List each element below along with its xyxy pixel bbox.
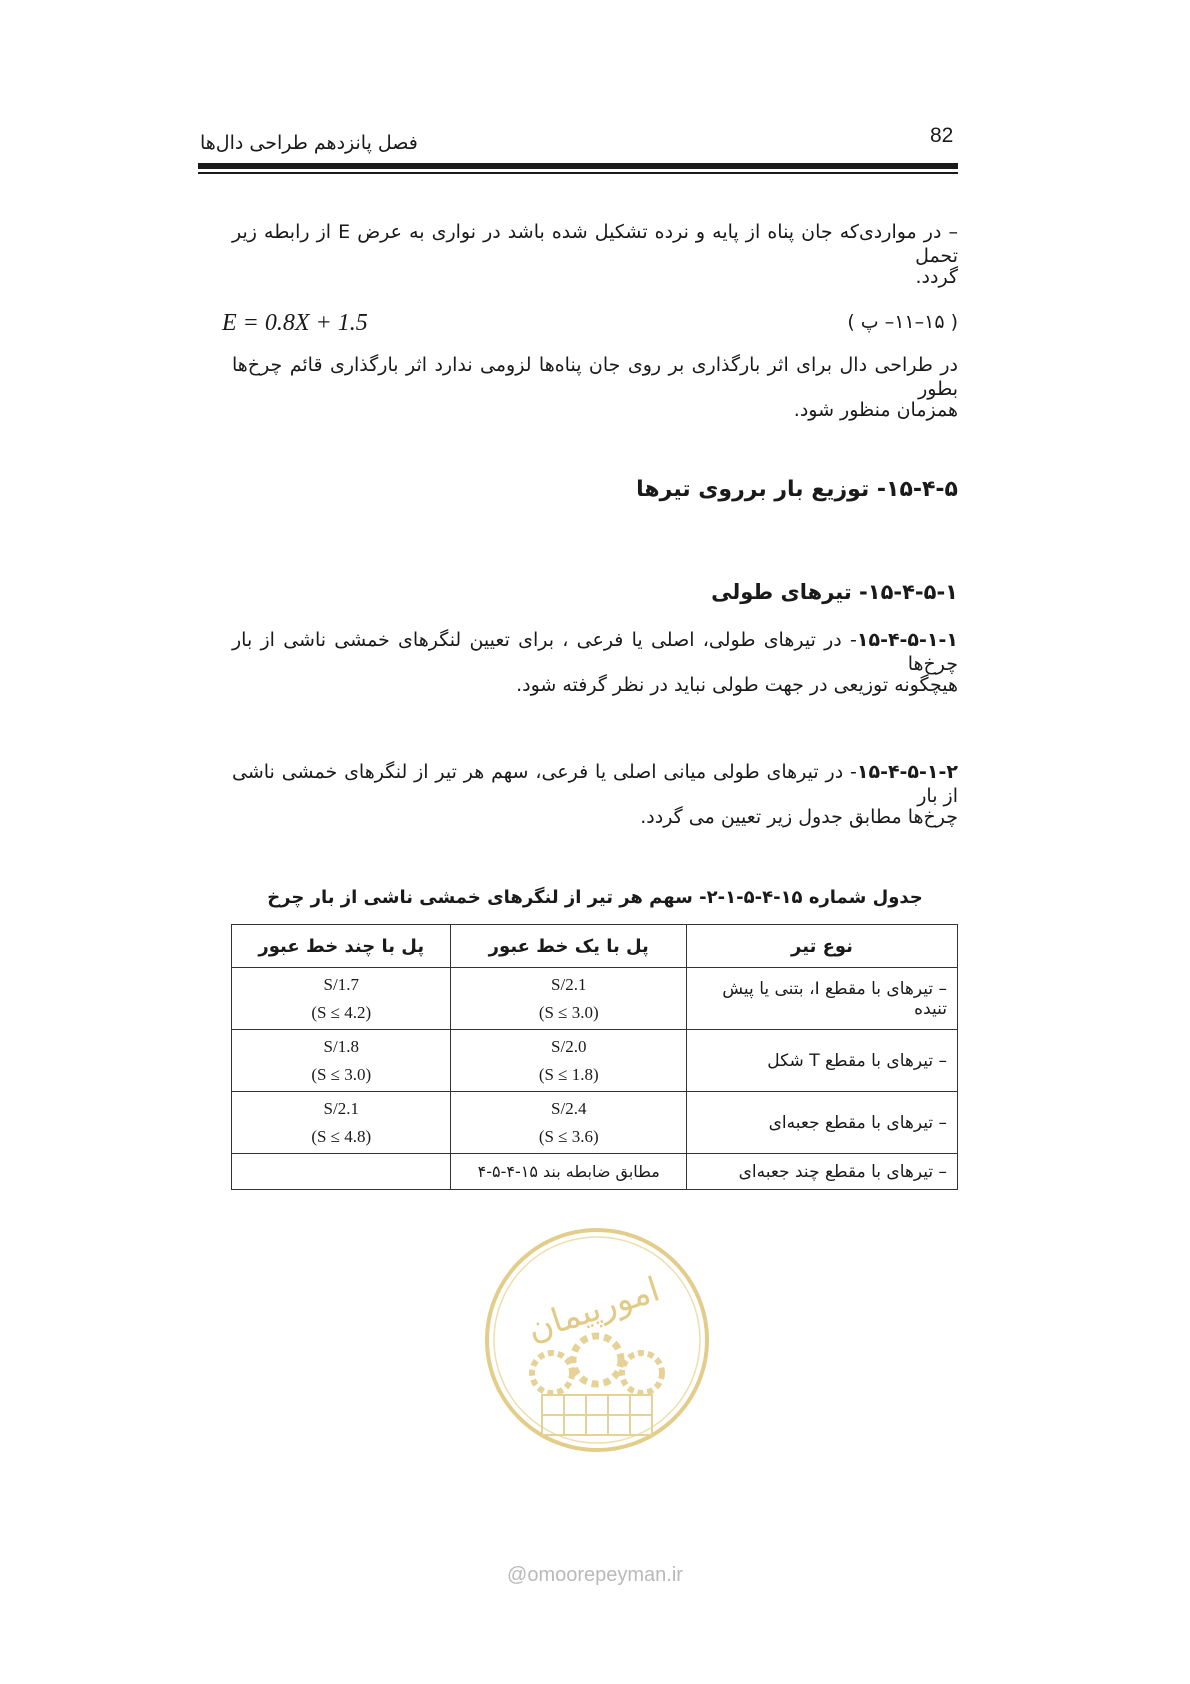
- intro-line-1: – در مواردی‌که جان پناه از پایه و نرده تشکیل شده باشد در نواری به عرض E از رابطه زیر تحمل: [232, 221, 958, 267]
- multi-lane-cell: [232, 1030, 451, 1092]
- multi-lane-cell: [232, 968, 451, 1030]
- multi-lane-limit: (S ≤ 4.2): [311, 1002, 372, 1022]
- single-lane-limit: (S ≤ 3.0): [538, 1002, 599, 1022]
- watermark-logo-text: امورپیمان: [522, 1269, 665, 1350]
- clause-1-line-1: [232, 628, 958, 676]
- para2-line-2: همزمان منظور شود.: [793, 399, 958, 421]
- clause-1-number: ۱۵-۴-۵-۱-۱: [856, 629, 958, 651]
- clause-2-line-1: [232, 760, 958, 808]
- subsection-heading: ۱۵-۴-۵-۱- تیرهای طولی: [711, 580, 958, 604]
- header-single-lane: پل با یک خط عبور: [451, 925, 687, 968]
- section-heading: ۱۵-۴-۵- توزیع بار برروی تیرها: [636, 477, 958, 502]
- beam-type-cell: – تیرهای با مقطع T شکل: [687, 1030, 958, 1092]
- clause-1-text: - در تیرهای طولی، اصلی یا فرعی ، برای تعیین لنگرهای خمشی ناشی از بار چرخ‌ها: [232, 629, 958, 675]
- formula: E = 0.8X + 1.5: [222, 310, 368, 336]
- multi-lane-value: S/1.7: [323, 974, 359, 994]
- table-row: [232, 1092, 958, 1154]
- header-rule-thick: [198, 163, 958, 169]
- single-lane-cell: مطابق ضابطه بند ۱۵-۴-۵-۴: [451, 1154, 687, 1190]
- multi-lane-value: S/1.8: [323, 1036, 359, 1056]
- beam-type-cell: – تیرهای با مقطع I، بتنی یا پیش تنیده: [687, 968, 958, 1030]
- clause-1-line-2: هیچگونه توزیعی در جهت طولی نباید در نظر گرفته شود.: [516, 674, 958, 696]
- equation-number: ( ۱۵–۱۱– پ ): [847, 311, 958, 333]
- header-multi-lane: پل با چند خط عبور: [232, 925, 451, 968]
- distribution-table: [231, 924, 958, 1190]
- multi-lane-cell: [232, 1092, 451, 1154]
- beam-type-cell: – تیرهای با مقطع چند جعبه‌ای: [687, 1154, 958, 1190]
- multi-lane-value: S/2.1: [323, 1098, 359, 1118]
- watermark-logo: [482, 1225, 712, 1455]
- table-row: [232, 968, 958, 1030]
- beam-type-cell: – تیرهای با مقطع جعبه‌ای: [687, 1092, 958, 1154]
- page-number: 82: [930, 124, 954, 147]
- single-lane-value: S/2.4: [551, 1098, 587, 1118]
- clause-2-line-2: چرخ‌ها مطابق جدول زیر تعیین می گردد.: [640, 806, 958, 828]
- single-lane-limit: (S ≤ 1.8): [538, 1064, 599, 1084]
- single-lane-limit: (S ≤ 3.6): [538, 1126, 599, 1146]
- clause-2-number: ۱۵-۴-۵-۱-۲: [856, 761, 958, 783]
- chapter-title: فصل پانزدهم طراحی دال‌ها: [200, 132, 418, 154]
- table-header-row: [232, 925, 958, 968]
- multi-lane-cell: [232, 1154, 451, 1190]
- multi-lane-limit: (S ≤ 4.8): [311, 1126, 372, 1146]
- para2-line-1: در طراحی دال برای اثر بارگذاری بر روی جان پناه‌ها لزومی ندارد اثر بارگذاری قائم چرخ‌ها بطور: [232, 354, 958, 400]
- header-beam-type: نوع تیر: [687, 925, 958, 968]
- single-lane-cell: [451, 1030, 687, 1092]
- single-lane-value: S/2.0: [551, 1036, 587, 1056]
- table-caption: جدول شماره ۱۵-۴-۵-۱-۲- سهم هر تیر از لنگرهای خمشی ناشی از بار چرخ: [267, 887, 923, 908]
- table-row: [232, 1030, 958, 1092]
- clause-2-text: - در تیرهای طولی میانی اصلی یا فرعی، سهم هر تیر از لنگرهای خمشی ناشی از بار: [232, 761, 958, 807]
- table-row: [232, 1154, 958, 1190]
- single-lane-cell: [451, 1092, 687, 1154]
- multi-lane-limit: (S ≤ 3.0): [311, 1064, 372, 1084]
- header-rule-thin: [198, 172, 958, 174]
- intro-line-2: گردد.: [915, 266, 958, 288]
- single-lane-value: S/2.1: [551, 974, 587, 994]
- single-lane-cell: [451, 968, 687, 1030]
- watermark-site: @omoorepeyman.ir: [507, 1564, 683, 1586]
